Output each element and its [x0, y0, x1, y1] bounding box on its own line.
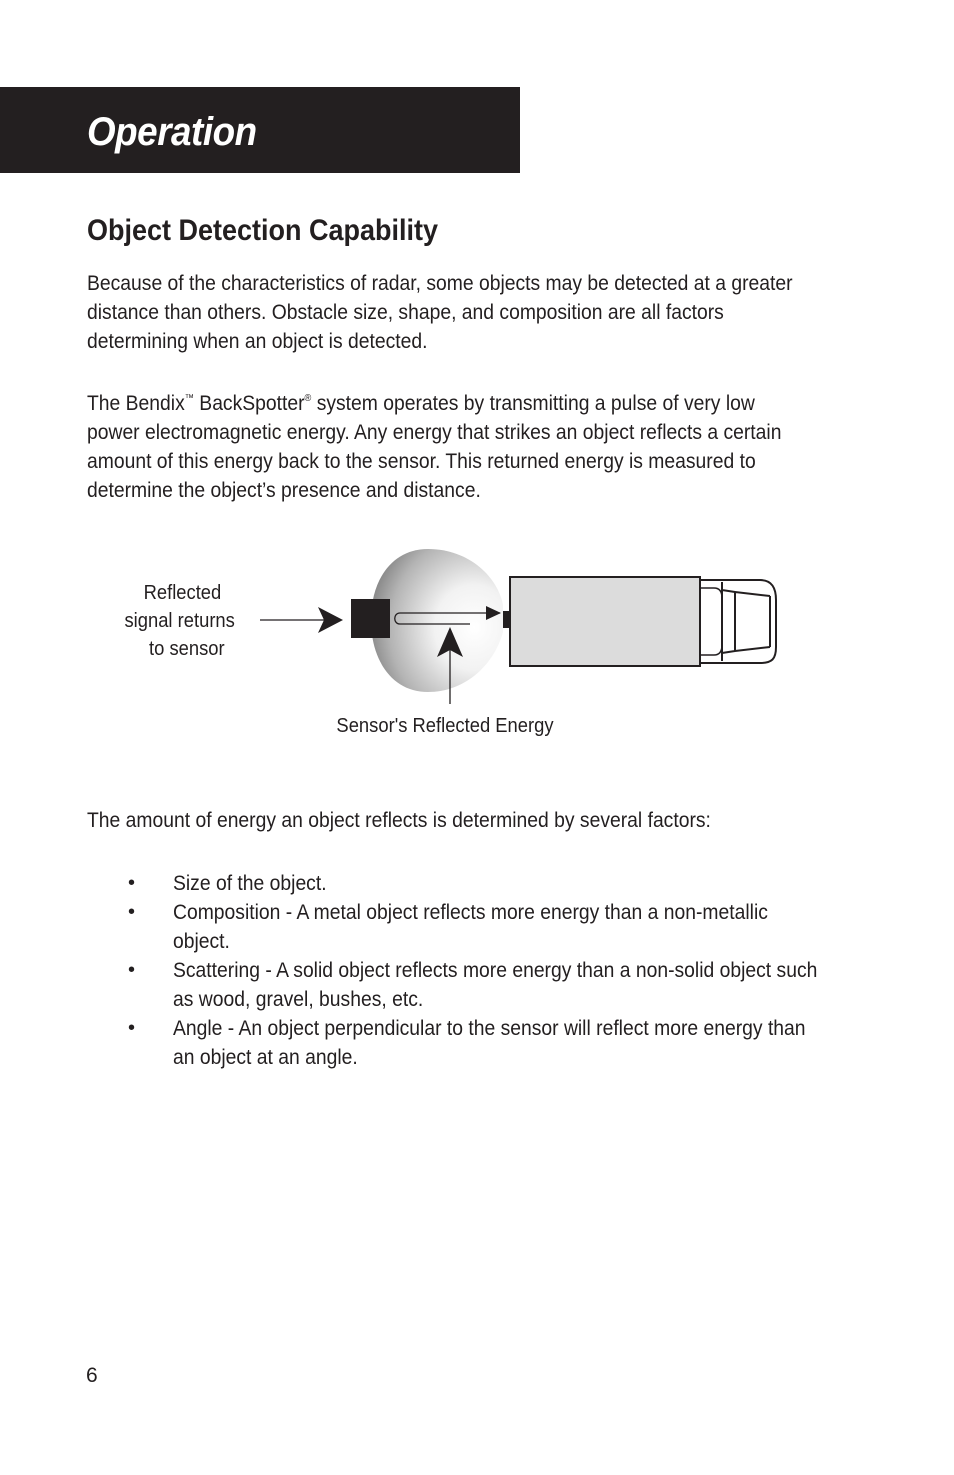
- reflected-energy-lobe: [371, 549, 503, 692]
- trademark-symbol: ™: [184, 393, 194, 404]
- bullet-icon: •: [128, 872, 136, 894]
- list-item: [0, 898, 954, 956]
- paragraph-text: The Bendix: [87, 392, 185, 415]
- factors-list: [0, 869, 954, 1072]
- bullet-icon: •: [128, 1017, 136, 1039]
- system-paragraph: [87, 389, 805, 505]
- registered-symbol: ®: [304, 393, 312, 404]
- paragraph-text: BackSpotter: [193, 392, 305, 415]
- list-item-text: Angle - An object perpendicular to the sensor will reflect more energy than an object at an angle.: [173, 1017, 806, 1069]
- label-line: Reflected: [143, 582, 222, 605]
- section-banner: [0, 87, 520, 173]
- section-title: Operation: [87, 110, 257, 154]
- reflected-signal-label: [124, 582, 239, 660]
- factors-intro: The amount of energy an object reflects is determined by several factors:: [87, 809, 711, 832]
- list-item: [0, 869, 954, 898]
- vehicle-bumper: [503, 611, 510, 628]
- paragraph-text: system operates by transmitting a pulse of very low power electromagnetic energy. Any energy that strikes an object reflects a certain amount of this energy back to the sensor. This returned energy is measured to determine the object’s presence and distance.: [87, 392, 782, 502]
- list-item: [0, 956, 954, 1014]
- label-line: signal returns: [124, 610, 235, 633]
- bullet-icon: •: [128, 901, 136, 923]
- list-item-text: Composition - A metal object reflects more energy than a non-metallic object.: [173, 901, 768, 953]
- bullet-icon: •: [128, 959, 136, 981]
- vehicle-body: [510, 577, 700, 666]
- detection-diagram: [0, 530, 954, 760]
- sensor-block: [351, 599, 390, 638]
- reflected-energy-label: Sensor's Reflected Energy: [336, 715, 554, 738]
- page-heading: Object Detection Capability: [87, 214, 439, 247]
- page-number: 6: [86, 1364, 98, 1387]
- list-item: [0, 1014, 954, 1072]
- intro-paragraph: Because of the characteristics of radar, some objects may be detected at a greater distance than others. Obstacle size, shape, and composition are all factors determining when an object is detected.: [87, 272, 793, 353]
- list-item-text: Scattering - A solid object reflects more energy than a non-solid object such as wood, gravel, bushes, etc.: [173, 959, 818, 1011]
- label-line: to sensor: [149, 638, 225, 661]
- list-item-text: Size of the object.: [173, 872, 327, 895]
